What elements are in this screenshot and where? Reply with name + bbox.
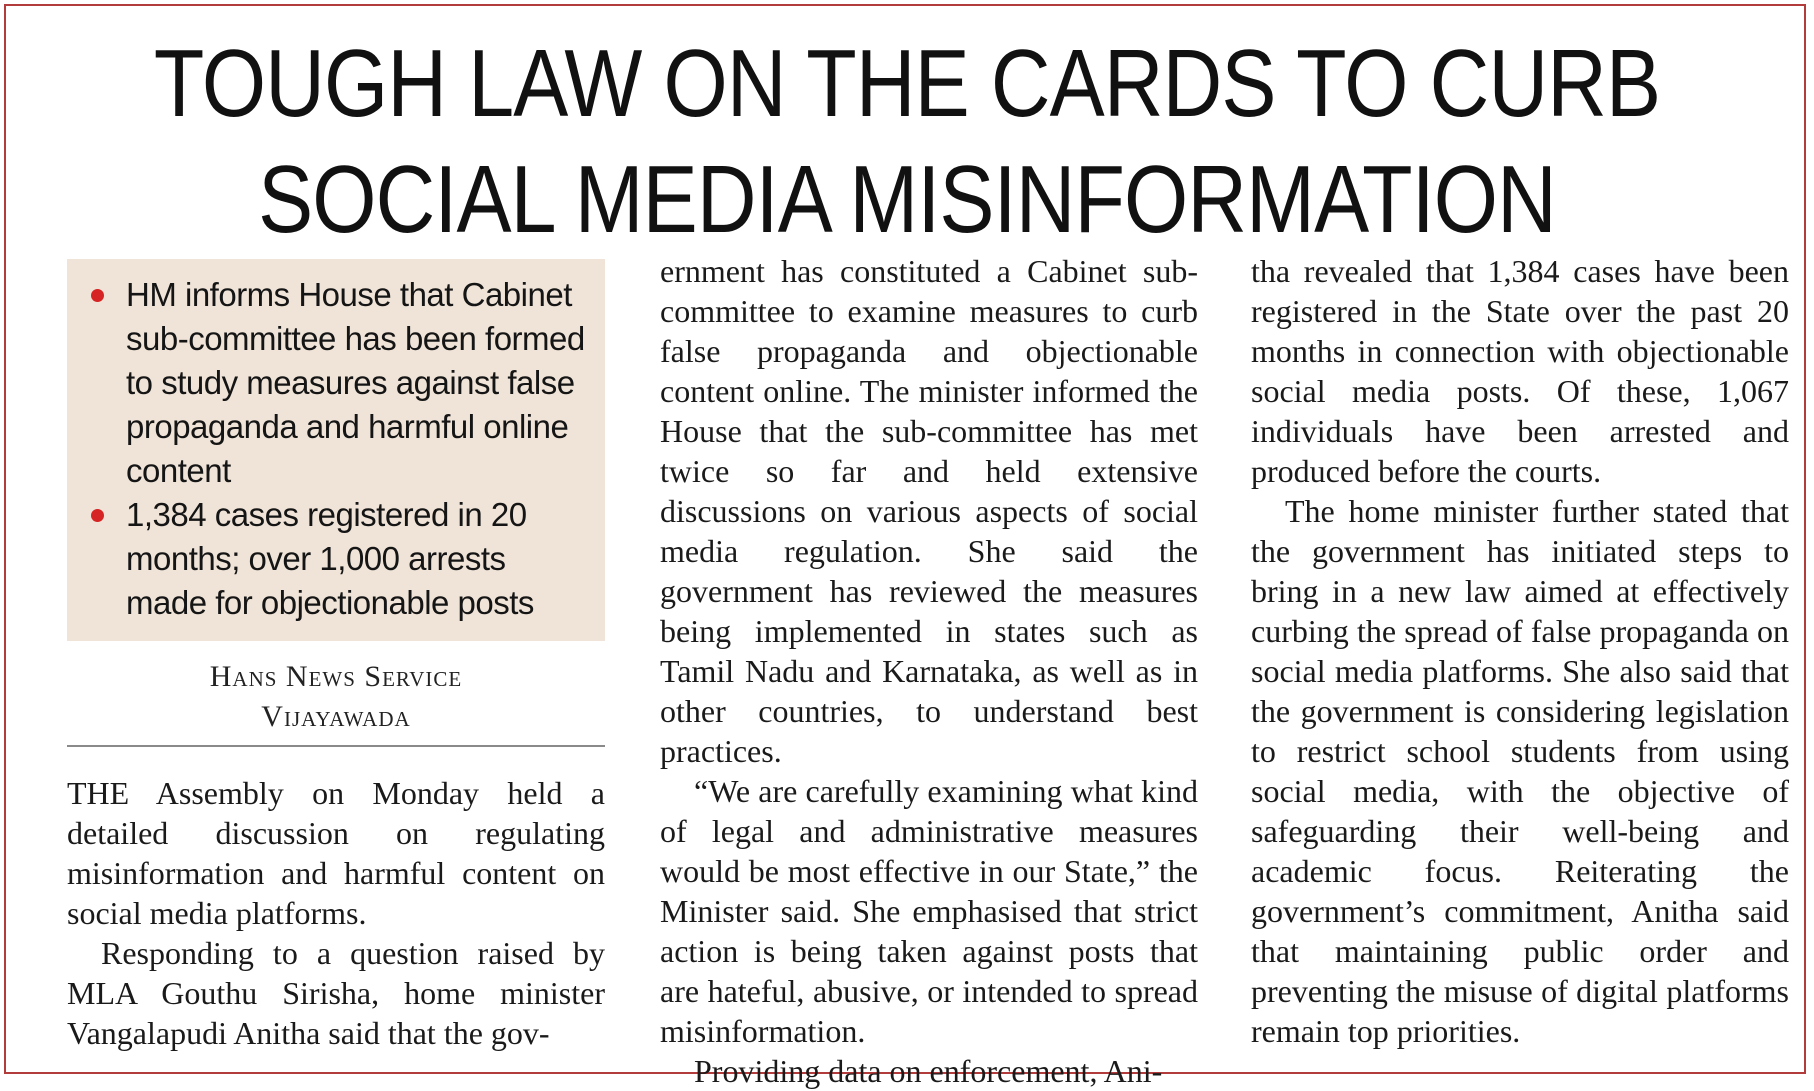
paragraph: Providing data on enforcement, Ani-: [694, 1053, 1163, 1089]
highlight-text: HM informs House that Cabinet sub-committee has been formed to study measures against false propaganda and harmful online content: [126, 276, 585, 489]
byline-agency: Hans News Service: [209, 660, 463, 693]
highlight-text: 1,384 cases registered in 20 months; over 1,000 arrests made for objectionable posts: [126, 496, 534, 621]
paragraph: tha revealed that 1,384 cases have been registered in the State over the past 20 months in connection with objectionable social media posts. Of these, 1,067 individuals have been arrested and produced before the courts.: [1251, 253, 1789, 489]
headline-line-1: TOUGH LAW ON THE CARDS TO CURB: [153, 30, 1661, 137]
paragraph: Responding to a question raised by MLA Gouthu Sirisha, home minister Vangalapudi Anitha said that the gov-: [67, 935, 605, 1051]
column-2: [660, 251, 1198, 1091]
highlight-item: [87, 273, 585, 493]
column-3: [1251, 251, 1789, 1051]
article-frame: [4, 4, 1806, 1089]
paragraph: The home minister further stated that the government has initiated steps to bring in a new law aimed at effectively curbing the spread of false propaganda on social media platforms. She also said that the government is considering legislation to restrict school students from using social media, with the objective of safeguarding their well-being and academic focus. Reiterating the government’s commitment, Anitha said that maintaining public order and preventing the misuse of digital platforms remain top priorities.: [1251, 493, 1789, 1049]
paragraph: ernment has constituted a Cabinet sub-committee to examine measures to curb false propaganda and objectionable content online. The minister informed the House that the sub-committee has met twice so far and held extensive discussions on various aspects of social media regulation. She said the government has reviewed the measures being implemented in states such as Tamil Nadu and Karnataka, as well as in other countries, to understand best practices.: [660, 253, 1198, 769]
divider: [67, 745, 605, 747]
paragraph: “We are carefully examining what kind of legal and administrative measures would be most effective in our State,” the Minister said. She emphasised that strict action is being taken against posts that are hateful, abusive, or intended to spread misinformation.: [660, 773, 1198, 1049]
headline: [132, 26, 1682, 258]
headline-line-2: SOCIAL MEDIA MISINFORMATION: [258, 146, 1556, 253]
byline-location: Vijayawada: [261, 700, 411, 733]
column-1: [67, 259, 605, 1053]
bullet-dot-icon: [91, 289, 104, 302]
paragraph: THE Assembly on Monday held a detailed discussion on regulating misinformation and harmful content on social media platforms.: [67, 775, 605, 931]
bullet-dot-icon: [91, 509, 104, 522]
highlight-item: [87, 493, 585, 625]
byline: [67, 657, 605, 737]
highlights-box: [67, 259, 605, 641]
